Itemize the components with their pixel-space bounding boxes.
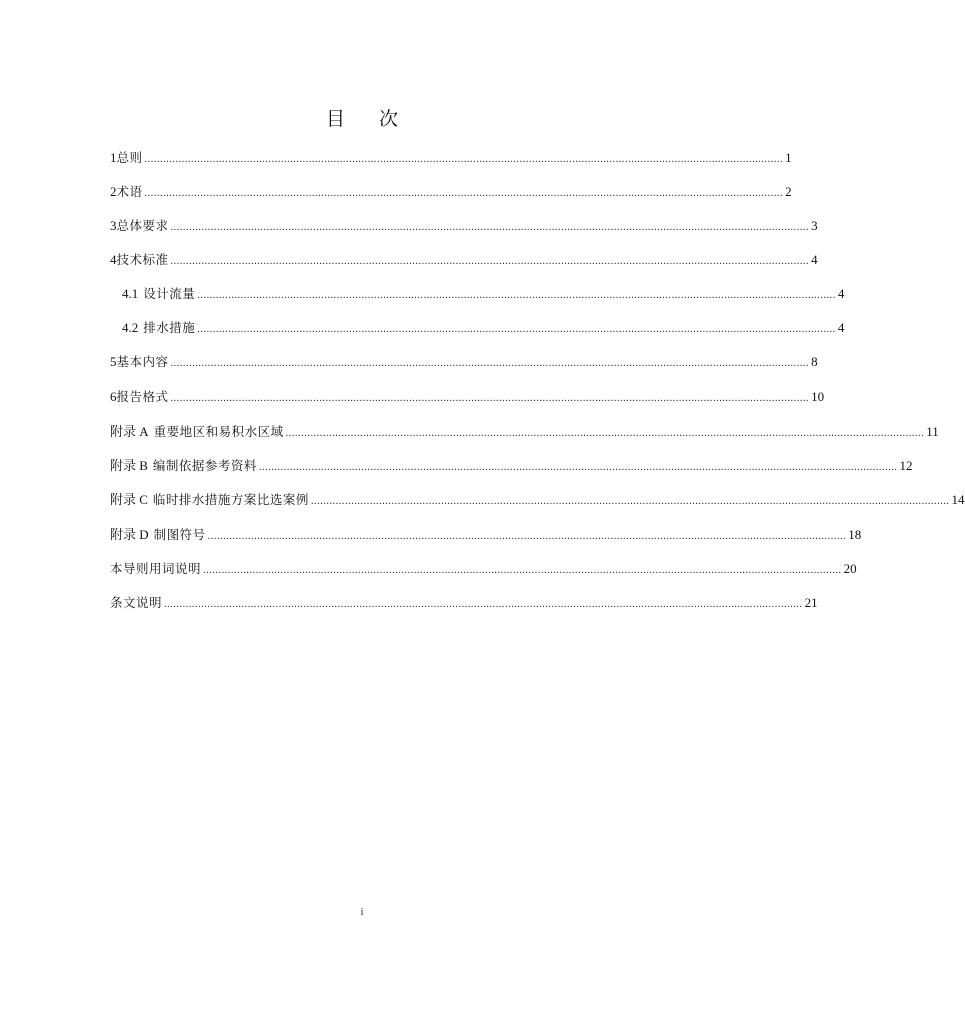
toc-entry-number: 1 <box>110 150 117 165</box>
toc-entry-label: 术语 <box>116 184 143 199</box>
dot-leader: .............................................................................................................................................................................................................. <box>207 531 847 542</box>
page-number: i <box>360 906 364 918</box>
toc-entry-number: 2 <box>110 184 117 199</box>
toc-entry-page: 4 <box>837 286 845 301</box>
toc-entry-2[interactable] <box>110 181 792 203</box>
dot-leader: .............................................................................................................................................................................................................. <box>203 565 842 576</box>
dot-leader: .............................................................................................................................................................................................................. <box>310 496 950 507</box>
dot-leader: .............................................................................................................................................................................................................. <box>197 290 836 301</box>
dot-leader: .............................................................................................................................................................................................................. <box>285 428 925 439</box>
toc-entry-5[interactable] <box>110 351 818 373</box>
toc-entry-number: 5 <box>110 354 117 369</box>
toc-entry-label: 基本内容 <box>116 354 169 369</box>
dot-leader: .............................................................................................................................................................................................................. <box>170 358 810 369</box>
toc-entry-page: 8 <box>811 354 818 369</box>
dot-leader: .............................................................................................................................................................................................................. <box>144 188 784 199</box>
toc-entry-number: 4.1 <box>122 286 139 301</box>
dot-leader: .............................................................................................................................................................................................................. <box>170 256 810 267</box>
toc-entry-number: 3 <box>110 218 117 233</box>
toc-entry-label: 总体要求 <box>116 218 169 233</box>
toc-entry-appendix-d[interactable] <box>110 524 862 546</box>
toc-entry-page: 11 <box>926 424 939 439</box>
toc-entry-number: 附录 C <box>110 492 148 507</box>
toc-entry-label: 技术标准 <box>116 252 169 267</box>
toc-entry-3[interactable] <box>110 215 818 237</box>
dot-leader: .............................................................................................................................................................................................................. <box>144 154 784 165</box>
toc-entry-wording-notes[interactable] <box>110 558 857 580</box>
toc-entry-label: 重要地区和易积水区域 <box>153 424 284 439</box>
toc-entry-page: 1 <box>785 150 792 165</box>
toc-entry-label: 报告格式 <box>116 389 169 404</box>
toc-entry-label: 临时排水措施方案比选案例 <box>152 492 309 507</box>
toc-entry-appendix-b[interactable] <box>110 455 913 477</box>
toc-entry-appendix-c[interactable] <box>110 489 965 511</box>
toc-entry-number: 附录 B <box>110 458 148 473</box>
toc-entry-label: 编制依据参考资料 <box>152 458 257 473</box>
toc-entry-4-1[interactable] <box>122 283 845 305</box>
toc-entry-label: 排水措施 <box>143 320 196 335</box>
toc-entry-page: 14 <box>951 492 965 507</box>
toc-entry-page: 3 <box>811 218 818 233</box>
toc-entry-number: 附录 A <box>110 424 149 439</box>
toc-entry-4[interactable] <box>110 249 818 271</box>
dot-leader: .............................................................................................................................................................................................................. <box>164 599 803 610</box>
toc-entry-number: 4 <box>110 252 117 267</box>
toc-entry-4-2[interactable] <box>122 317 845 339</box>
toc-entry-label: 条文说明 <box>110 595 163 610</box>
toc-entry-label: 总则 <box>116 150 143 165</box>
toc-entry-page: 21 <box>804 595 818 610</box>
toc-entry-label: 本导则用词说明 <box>110 561 202 576</box>
toc-title: 目 次 <box>325 108 413 130</box>
dot-leader: .............................................................................................................................................................................................................. <box>170 393 810 404</box>
dot-leader: .............................................................................................................................................................................................................. <box>170 222 810 233</box>
toc-entry-page: 4 <box>811 252 818 267</box>
toc-entry-page: 12 <box>899 458 913 473</box>
toc-entry-label: 制图符号 <box>153 527 206 542</box>
toc-entry-page: 18 <box>848 527 862 542</box>
toc-entry-page: 10 <box>811 389 825 404</box>
toc-entry-page: 4 <box>837 320 845 335</box>
toc-entry-appendix-a[interactable] <box>110 421 939 443</box>
toc-entry-page: 20 <box>843 561 857 576</box>
toc-entry-label: 设计流量 <box>143 286 196 301</box>
toc-entry-number: 6 <box>110 389 117 404</box>
toc-entry-number: 附录 D <box>110 527 149 542</box>
toc-entry-number: 4.2 <box>122 320 139 335</box>
dot-leader: .............................................................................................................................................................................................................. <box>258 462 898 473</box>
toc-entry-page: 2 <box>785 184 792 199</box>
toc-entry-6[interactable] <box>110 386 825 408</box>
dot-leader: .............................................................................................................................................................................................................. <box>197 324 836 335</box>
toc-entry-1[interactable] <box>110 147 792 169</box>
toc-entry-clause-notes[interactable] <box>110 592 818 614</box>
